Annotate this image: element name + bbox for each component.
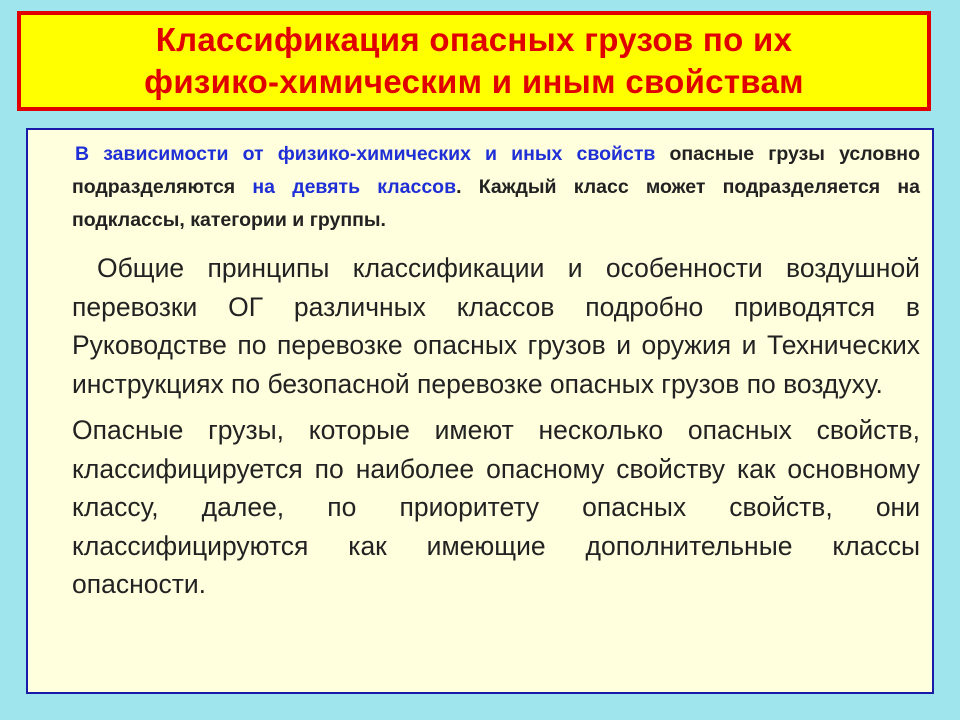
highlight-dependence: В зависимости от физико-химических и иных свойств <box>75 143 656 165</box>
paragraph-classes-intro <box>72 138 920 237</box>
slide-title <box>144 19 804 103</box>
paragraph-text: опасные грузы условно подразделяются <box>72 143 921 198</box>
highlight-nine-classes: на девять классов <box>252 176 457 198</box>
content-box <box>26 128 934 694</box>
paragraph-text: . Каждый класс может подразделяется на подклассы, категории и группы. <box>72 176 920 231</box>
slide-title-box <box>17 11 931 111</box>
slide-title-line2: физико-химическим и иным свойствам <box>144 63 804 100</box>
slide-title-line1: Классификация опасных грузов по их <box>155 21 793 58</box>
paragraph-general-principles: Общие принципы классификации и особенности воздушной перевозки ОГ различных классов подробно приводятся в Руководстве по перевозке опасных грузов и оружия и Технических инструкциях по безопасной перевозке опасных грузов по воздуху. <box>72 253 920 399</box>
paragraph-multiple-hazards: Опасные грузы, которые имеют несколько опасных свойств, классифицируется по наиболее опасному свойству как основному классу, далее, по приоритету опасных свойств, они классифицируются как имеющие дополнительные классы опасности. <box>72 415 920 599</box>
